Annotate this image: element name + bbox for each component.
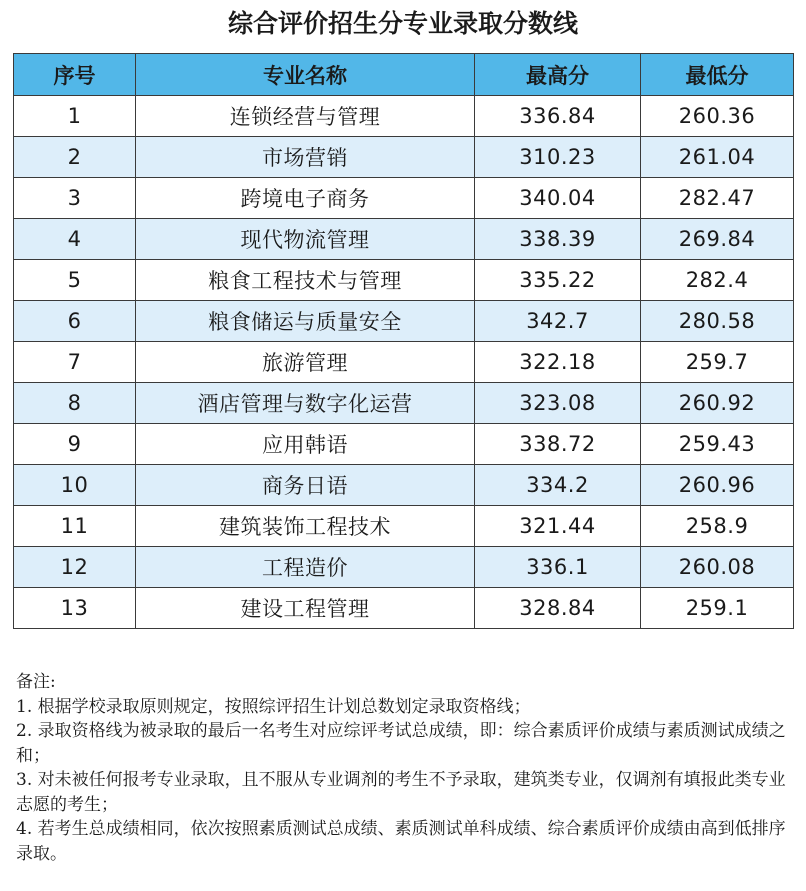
serial-number-cell: 9 [14,424,136,465]
serial-number-cell: 13 [14,588,136,629]
highest-score-cell: 335.22 [475,260,641,301]
highest-score-cell: 328.84 [475,588,641,629]
highest-score-cell: 310.23 [475,137,641,178]
highest-score-cell: 323.08 [475,383,641,424]
highest-score-cell: 338.72 [475,424,641,465]
serial-number-cell: 8 [14,383,136,424]
note-item-4: 4. 若考生总成绩相同，依次按照素质测试总成绩、素质测试单科成绩、综合素质评价成绩由高到低排序录取。 [16,819,786,864]
table-header-row [14,54,794,96]
table-row [14,588,794,629]
lowest-score-cell: 259.7 [641,342,794,383]
serial-number-cell: 7 [14,342,136,383]
table-row [14,424,794,465]
lowest-score-cell: 259.43 [641,424,794,465]
major-name-cell: 粮食储运与质量安全 [136,301,475,342]
major-name-cell: 建设工程管理 [136,588,475,629]
major-name-cell: 旅游管理 [136,342,475,383]
serial-number-cell: 1 [14,96,136,137]
serial-number-cell: 2 [14,137,136,178]
table-row [14,96,794,137]
highest-score-cell: 322.18 [475,342,641,383]
notes-section [16,670,791,866]
lowest-score-cell: 260.36 [641,96,794,137]
major-name-cell: 连锁经营与管理 [136,96,475,137]
header-lowest-score: 最低分 [641,54,794,96]
note-item-3: 3. 对未被任何报考专业录取，且不服从专业调剂的考生不予录取，建筑类专业，仅调剂有填报此类专业志愿的考生； [16,770,786,815]
lowest-score-cell: 261.04 [641,137,794,178]
table-row [14,465,794,506]
major-name-cell: 商务日语 [136,465,475,506]
major-name-cell: 工程造价 [136,547,475,588]
highest-score-cell: 336.84 [475,96,641,137]
lowest-score-cell: 260.92 [641,383,794,424]
table-row [14,260,794,301]
table-row [14,342,794,383]
lowest-score-cell: 259.1 [641,588,794,629]
serial-number-cell: 10 [14,465,136,506]
table-row [14,301,794,342]
table-row [14,506,794,547]
lowest-score-cell: 282.4 [641,260,794,301]
header-major-name: 专业名称 [136,54,475,96]
table-row [14,137,794,178]
note-item-1: 1. 根据学校录取原则规定，按照综评招生计划总数划定录取资格线； [16,696,531,717]
table-row [14,219,794,260]
major-name-cell: 粮食工程技术与管理 [136,260,475,301]
lowest-score-cell: 269.84 [641,219,794,260]
major-name-cell: 酒店管理与数字化运营 [136,383,475,424]
table-row [14,383,794,424]
lowest-score-cell: 260.96 [641,465,794,506]
page-title: 综合评价招生分专业录取分数线 [227,9,578,38]
table-body [14,96,794,629]
highest-score-cell: 340.04 [475,178,641,219]
highest-score-cell: 334.2 [475,465,641,506]
note-item-2: 2. 录取资格线为被录取的最后一名考生对应综评考试总成绩，即：综合素质评价成绩与素质测试成绩之和； [16,721,786,766]
highest-score-cell: 321.44 [475,506,641,547]
highest-score-cell: 342.7 [475,301,641,342]
serial-number-cell: 11 [14,506,136,547]
serial-number-cell: 12 [14,547,136,588]
major-name-cell: 应用韩语 [136,424,475,465]
serial-number-cell: 3 [14,178,136,219]
major-name-cell: 现代物流管理 [136,219,475,260]
table-row [14,547,794,588]
lowest-score-cell: 280.58 [641,301,794,342]
header-serial-number: 序号 [14,54,136,96]
major-name-cell: 建筑装饰工程技术 [136,506,475,547]
major-name-cell: 跨境电子商务 [136,178,475,219]
serial-number-cell: 6 [14,301,136,342]
serial-number-cell: 5 [14,260,136,301]
lowest-score-cell: 282.47 [641,178,794,219]
highest-score-cell: 336.1 [475,547,641,588]
major-name-cell: 市场营销 [136,137,475,178]
lowest-score-cell: 260.08 [641,547,794,588]
notes-heading: 备注: [16,672,56,692]
serial-number-cell: 4 [14,219,136,260]
admission-score-table [13,53,794,629]
header-highest-score: 最高分 [475,54,641,96]
table-row [14,178,794,219]
lowest-score-cell: 258.9 [641,506,794,547]
highest-score-cell: 338.39 [475,219,641,260]
